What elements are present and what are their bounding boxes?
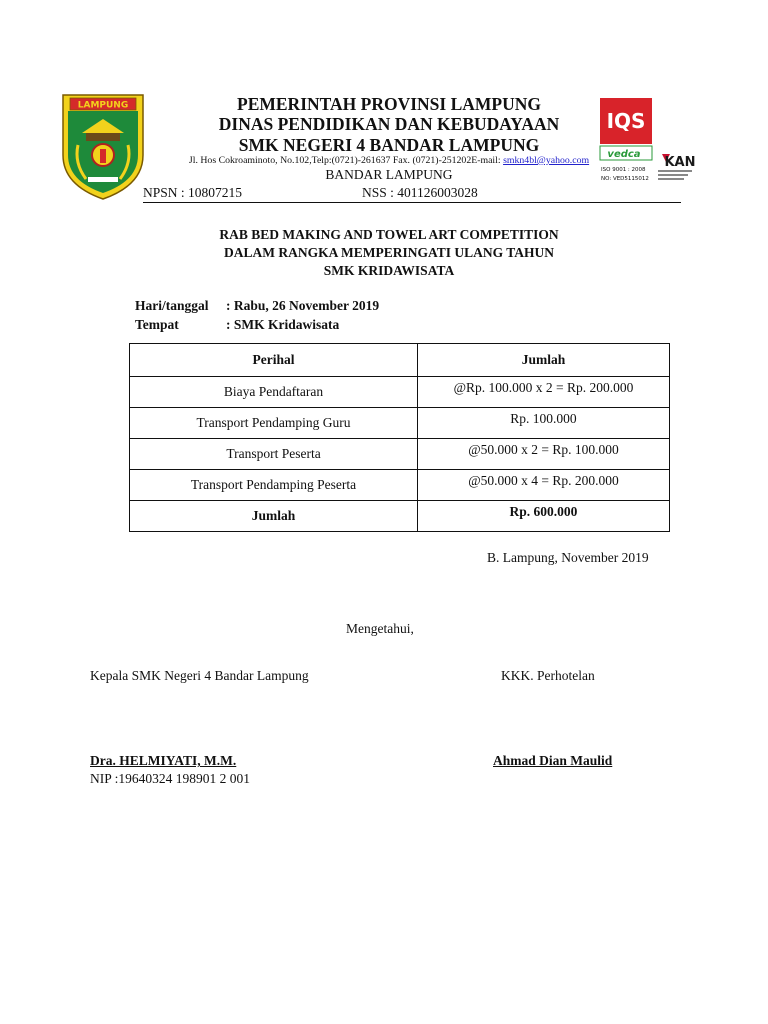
letterhead-divider [143, 202, 681, 203]
lampung-logo-label: LAMPUNG [77, 100, 129, 111]
table-row [130, 470, 670, 501]
vedca-logo-text: vedca [607, 149, 641, 160]
iqs-kan-certification-logo [598, 96, 696, 188]
table-cell-perihal: Transport Pendamping Guru [130, 408, 418, 439]
place-value: : SMK Kridawisata [226, 317, 340, 332]
left-signatory-role: Kepala SMK Negeri 4 Bandar Lampung [90, 668, 309, 683]
table-cell-perihal: Transport Peserta [130, 439, 418, 470]
table-cell-jumlah: Rp. 100.000 [418, 408, 670, 439]
right-signatory-role: KKK. Perhotelan [501, 668, 595, 683]
lampung-emblem-logo [60, 93, 146, 201]
table-total-row [130, 501, 670, 532]
mengetahui-text: Mengetahui, [346, 621, 414, 636]
cert-number-text: NO: VED5115012 [601, 176, 649, 182]
table-row [130, 408, 670, 439]
date-line: B. Lampung, November 2019 [487, 550, 649, 565]
letterhead-line-3: SMK NEGERI 4 BANDAR LAMPUNG [238, 135, 540, 155]
address-text: Jl. Hos Cokroaminoto, No.102,Telp:(0721)-261637 Fax. (0721)-251202E-mail: [188, 155, 504, 166]
document-title-line-3: SMK KRIDAWISATA [323, 263, 455, 278]
table-row [130, 439, 670, 470]
letterhead-line-1: PEMERINTAH PROVINSI LAMPUNG [237, 94, 541, 114]
document-title-line-1: RAB BED MAKING AND TOWEL ART COMPETITION [219, 227, 559, 242]
kan-logo-text: KAN [664, 155, 696, 170]
iso-text: ISO 9001 : 2008 [601, 167, 646, 173]
right-signatory-name: Ahmad Dian Maulid [493, 753, 613, 768]
table-header-row [130, 344, 670, 377]
document-title-line-2: DALAM RANGKA MEMPERINGATI ULANG TAHUN [223, 245, 554, 260]
place-label: Tempat [135, 317, 179, 332]
day-label: Hari/tanggal [135, 298, 209, 313]
left-signatory-name: Dra. HELMIYATI, M.M. [90, 753, 237, 768]
table-total-value: Rp. 600.000 [418, 501, 670, 532]
npsn-text: NPSN : 10807215 [143, 185, 243, 200]
table-header-perihal: Perihal [130, 344, 418, 377]
left-signatory-nip: NIP :19640324 198901 2 001 [90, 771, 251, 786]
table-row [130, 377, 670, 408]
table-header-jumlah: Jumlah [418, 344, 670, 377]
address-line [150, 155, 628, 167]
city-line: BANDAR LAMPUNG [325, 167, 453, 182]
table-cell-jumlah: @Rp. 100.000 x 2 = Rp. 200.000 [418, 377, 670, 408]
table-total-label: Jumlah [130, 501, 418, 532]
iqs-logo-text: IQS [606, 109, 646, 133]
day-value: : Rabu, 26 November 2019 [226, 298, 380, 313]
email-link[interactable]: smkn4bl@yahoo.com [503, 155, 590, 166]
table-cell-perihal: Transport Pendamping Peserta [130, 470, 418, 501]
letterhead-line-2: DINAS PENDIDIKAN DAN KEBUDAYAAN [218, 114, 560, 134]
table-cell-jumlah: @50.000 x 2 = Rp. 100.000 [418, 439, 670, 470]
table-cell-jumlah: @50.000 x 4 = Rp. 200.000 [418, 470, 670, 501]
table-cell-perihal: Biaya Pendaftaran [130, 377, 418, 408]
cost-table [129, 343, 670, 532]
nss-text: NSS : 401126003028 [362, 185, 478, 200]
